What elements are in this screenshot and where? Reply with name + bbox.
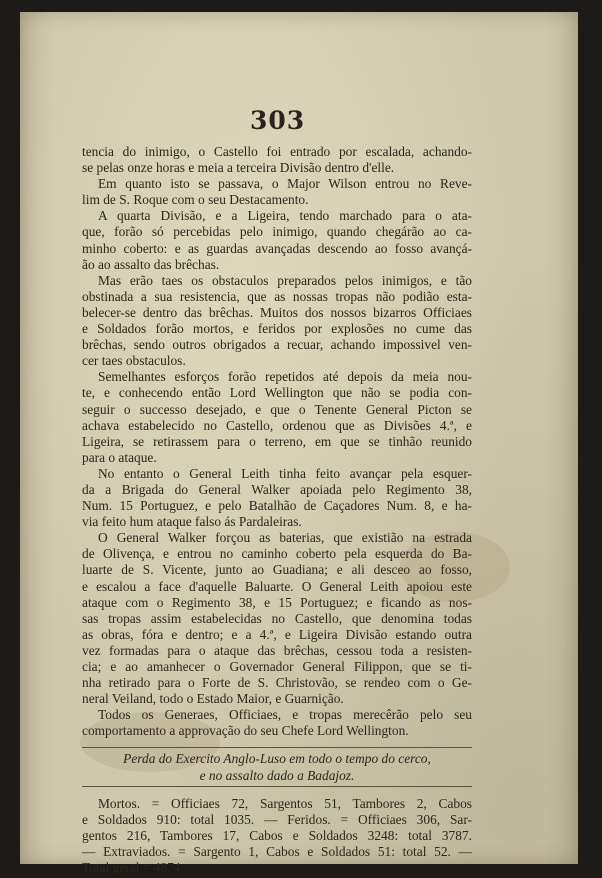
text-line: comportamento a approvação do seu Chefe Lord Wellington. <box>82 723 409 739</box>
loss-caption: e no assalto dado a Badajoz. <box>199 767 355 783</box>
text-line: cia; e ao amanhecer o Governador General Filippon, que se ti- <box>82 659 472 674</box>
text-line: vez formadas para o ataque das brêchas, cessou toda a resisten- <box>82 642 472 658</box>
loss-line: — Extraviados. = Sargento 1, Cabos e Soldados 51: total 52. — <box>82 843 472 859</box>
loss-line: gentos 216, Tambores 17, Cabos e Soldados 3248: total 3787. <box>82 827 472 843</box>
text-line: minho coberto: e as guardas avançadas descendo ao fosso avançá- <box>82 240 472 256</box>
text-line: nha retirado para o Forte de S. Christovão, se rendeo com o Ge- <box>82 675 472 691</box>
page-number: 303 <box>250 106 306 135</box>
text-line: ataque com o Regimento 38, e 15 Portuguez; e ficando as nos- <box>82 594 472 610</box>
text-line: de Olivença, e entrou no caminho coberto pela esquerda do Ba- <box>82 546 472 562</box>
text-line: seguir o successo desejado, e que o Tenente General Picton se <box>82 401 472 417</box>
text-line: Semelhantes esforços forão repetidos até depois da meia nou- <box>98 369 472 385</box>
divider <box>82 747 472 748</box>
text-line: Em quanto isto se passava, o Major Wilson entrou no Reve- <box>98 176 472 192</box>
text-line: No entanto o General Leith tinha feito avançar pela esquer- <box>98 465 472 481</box>
text-line: via feito hum ataque falso ás Pardaleiras. <box>82 514 302 530</box>
text-line: Ligeira, se retirassem para o terreno, em que se tinhão reunido <box>82 433 472 449</box>
text-line: O General Walker forçou as baterias, que existião na estrada <box>98 530 472 546</box>
book-page <box>20 12 578 876</box>
text-line: Todos os Generaes, Officiaes, e tropas merecêrão pelo seu <box>98 707 472 723</box>
loss-line: Mortos. = Officiaes 72, Sargentos 51, Tambores 2, Cabos <box>98 795 472 811</box>
text-line: neral Veiland, todo o Estado Maior, e Guarnição. <box>82 691 344 707</box>
text-line: A quarta Divisão, e a Ligeira, tendo marchado para o ata- <box>98 208 472 224</box>
text-line: achava estabelecido no Castello, ordenou que as Divisões 4.ª, e <box>82 417 472 433</box>
text-line: e escalou a face d'aquelle Baluarte. O General Leith apoiou este <box>82 578 472 594</box>
text-line: para o ataque. <box>82 449 157 465</box>
text-line: sas tropas assim estabelecidas no Castello, que denomina todas <box>82 610 472 626</box>
loss-line: e Soldados 910: total 1035. — Feridos. = Officiaes 306, Sar- <box>82 811 472 827</box>
text-line: da a Brigada do General Walker apoiada pelo Regimento 38, <box>82 481 472 497</box>
text-line: lim de S. Roque com o seu Destacamento. <box>82 192 309 208</box>
text-line: as obras, fóra e dentro; e a 4.ª, e Ligeira Divisão estando outra <box>82 626 472 642</box>
text-line: se pelas onze horas e meia a terceira Divisão dentro d'elle. <box>82 160 395 176</box>
text-line: obstinada a sua resistencia, que as nossas tropas não podião esta- <box>82 288 472 304</box>
text-line: luarte de S. Vicente, junto ao Guadiana; e ali desceo ao fosso, <box>82 562 472 578</box>
text-line: e Soldados forão mortos, e feridos por explosões no cume das <box>82 321 472 337</box>
text-line: cer taes obstaculos. <box>82 353 186 369</box>
text-line: te, e conhecendo então Lord Wellington que não se podia con- <box>82 385 472 401</box>
text-line: ão ao assalto das brêchas. <box>82 256 220 272</box>
text-line: brêchas, sendo outros obrigados a recuar, achando impossivel ven- <box>82 337 472 353</box>
body-text <box>82 144 472 876</box>
text-line: belecer-se dentro das brêchas. Muitos dos nossos bizarros Officiaes <box>82 304 472 320</box>
loss-line: Total geral = 4874. <box>82 860 184 876</box>
divider <box>82 786 472 787</box>
loss-caption: Perda do Exercito Anglo-Luso em todo o tempo do cerco, <box>123 751 431 767</box>
text-line: tencia do inimigo, o Castello foi entrado por escalada, achando- <box>82 144 472 159</box>
text-line: que, forão só percebidas pelo inimigo, quando chegárão ao ca- <box>82 224 472 240</box>
text-line: Mas erão taes os obstaculos preparados pelos inimigos, e tão <box>98 272 472 288</box>
text-line: Num. 15 Portuguez, e pelo Batalhão de Caçadores Num. 8, e ha- <box>82 498 472 514</box>
